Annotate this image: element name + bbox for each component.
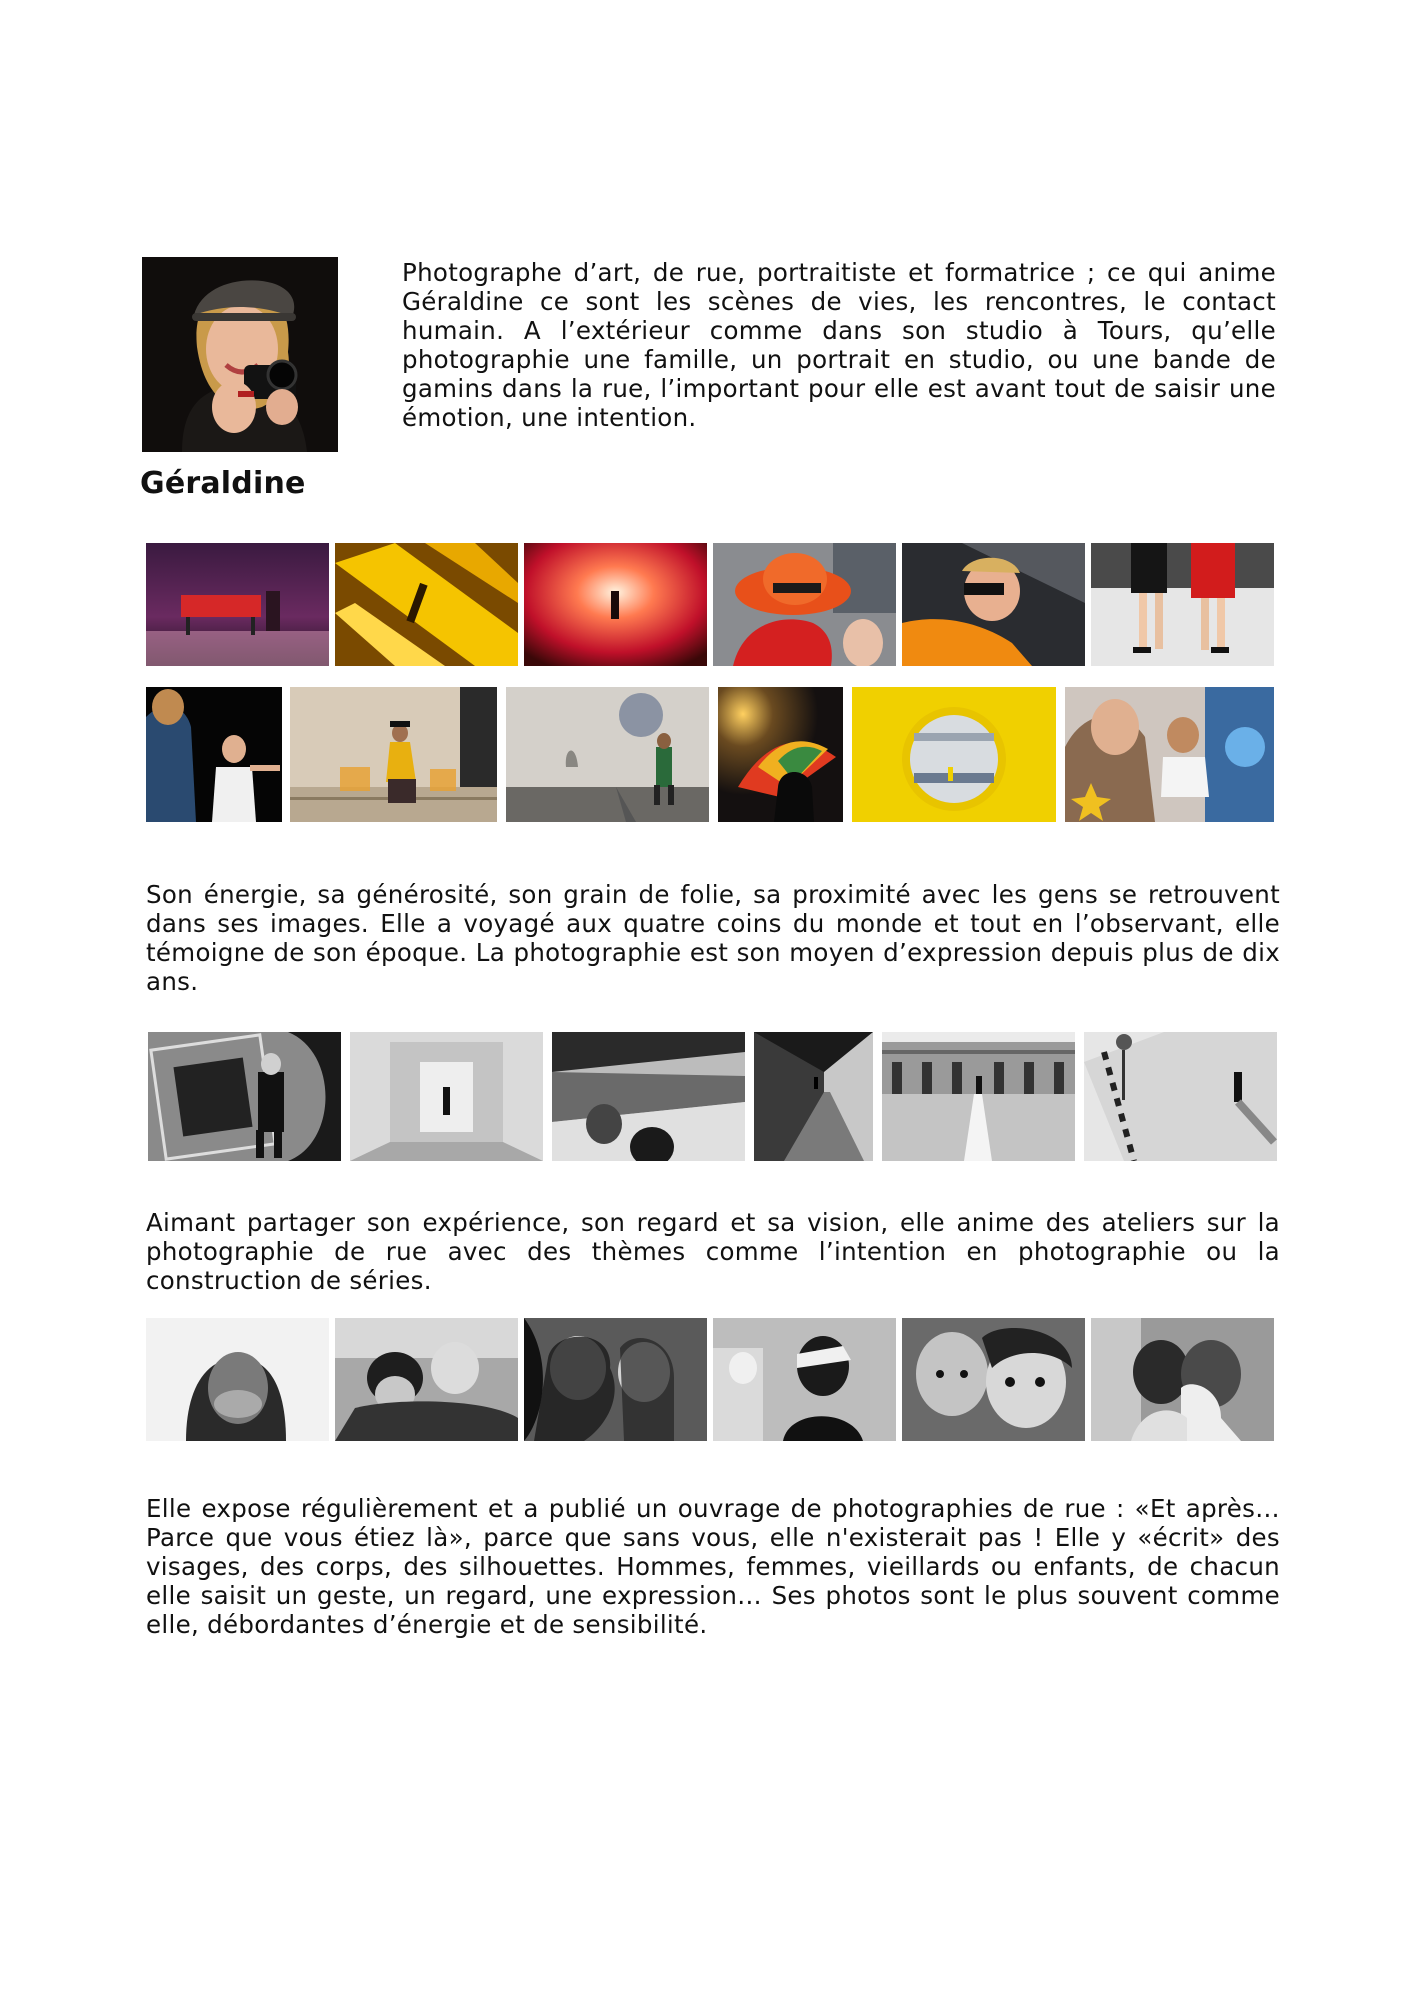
- workshops-paragraph: Aimant partager son expérience, son regard et sa vision, elle anime des ateliers sur la photographie de rue avec des thèmes comme l’intention en photographie ou la construction de séries.: [146, 1208, 1280, 1295]
- gallery-photo: [506, 687, 709, 822]
- gallery-photo: [902, 543, 1085, 666]
- gallery-photo: [552, 1032, 745, 1161]
- gallery-photo: [290, 687, 497, 822]
- gallery-photo: [335, 1318, 518, 1441]
- gallery-photo: [713, 543, 896, 666]
- photographer-name: Géraldine: [140, 466, 306, 501]
- gallery-photo: [524, 543, 707, 666]
- gallery-photo: [718, 687, 843, 822]
- gallery-photo: [1084, 1032, 1277, 1161]
- portrait-photo: [142, 257, 338, 452]
- gallery-photo: [754, 1032, 873, 1161]
- gallery-photo: [713, 1318, 896, 1441]
- gallery-photo: [146, 687, 282, 822]
- gallery-photo: [1091, 543, 1274, 666]
- gallery-photo: [902, 1318, 1085, 1441]
- gallery-photo: [146, 543, 329, 666]
- gallery-photo: [335, 543, 518, 666]
- gallery-photo: [1091, 1318, 1274, 1441]
- gallery-photo: [524, 1318, 707, 1441]
- exhibitions-paragraph: Elle expose régulièrement et a publié un ouvrage de photographies de rue : «Et après… Parce que vous étiez là», parce que sans vous, elle n'existerait pas ! Elle y «écrit» des visages, des corps, des silhouettes. Hommes, femmes, vieillards ou enfants, de chacun elle saisit un geste, un regard, une expression… Ses photos sont le plus souvent comme elle, débordantes d’énergie et de sensibilité.: [146, 1494, 1280, 1639]
- gallery-photo: [1065, 687, 1274, 822]
- gallery-photo: [146, 1318, 329, 1441]
- gallery-photo: [350, 1032, 543, 1161]
- gallery-photo: [148, 1032, 341, 1161]
- energy-paragraph: Son énergie, sa générosité, son grain de folie, sa proximité avec les gens se retrouvent dans ses images. Elle a voyagé aux quatre coins du monde et tout en l’observant, elle témoigne de son époque. La photographie est son moyen d’expression depuis plus de dix ans.: [146, 880, 1280, 996]
- intro-paragraph: Photographe d’art, de rue, portraitiste et formatrice ; ce qui anime Géraldine ce sont les scènes de vies, les rencontres, le contact humain. A l’extérieur comme dans son studio à Tours, qu’elle photographie une famille, un portrait en studio, ou une bande de gamins dans la rue, l’important pour elle est avant tout de saisir une émotion, une intention.: [402, 258, 1276, 432]
- gallery-photo: [882, 1032, 1075, 1161]
- gallery-photo: [852, 687, 1056, 822]
